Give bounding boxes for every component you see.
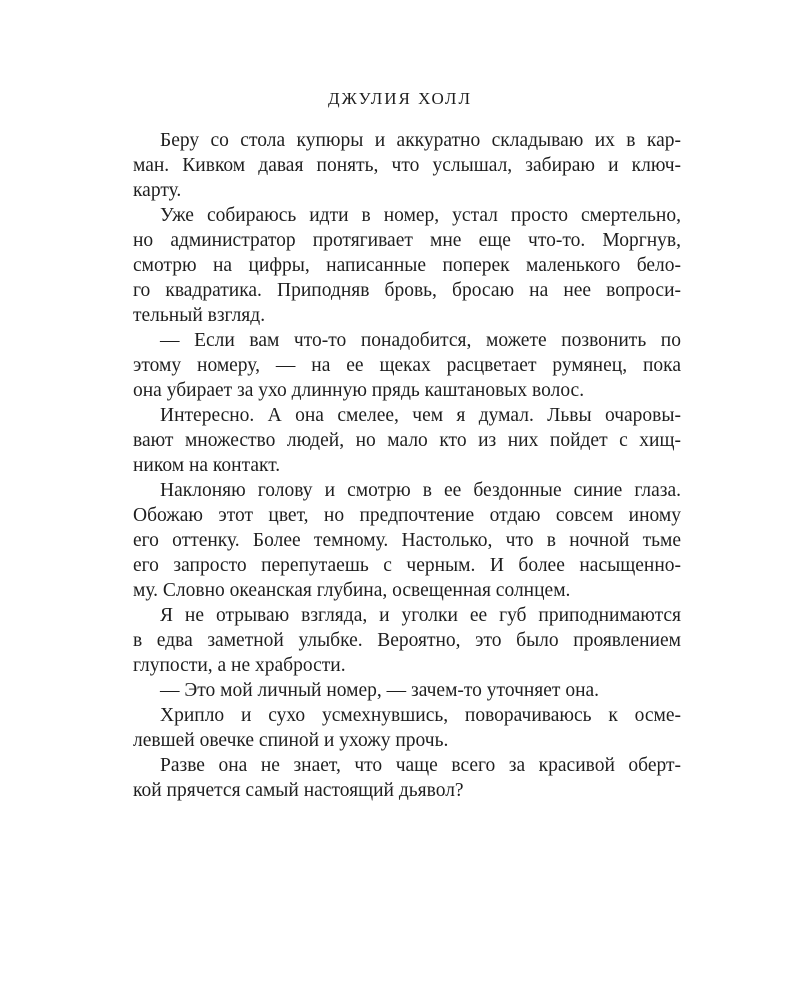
text-line: — Если вам что-то понадобится, можете позвонить по (160, 330, 681, 351)
paragraph (133, 403, 681, 478)
text-line: она убирает за ухо длинную прядь каштановых волос. (133, 380, 585, 401)
text-line: кой прячется самый настоящий дьявол? (133, 780, 464, 801)
running-head: ДЖУЛИЯ ХОЛЛ (327, 89, 472, 108)
text-line: этому номеру, — на ее щеках расцветает румянец, пока (133, 355, 681, 376)
paragraph (133, 478, 681, 603)
text-line: в едва заметной улыбке. Вероятно, это было проявлением (133, 630, 681, 651)
paragraph (133, 603, 681, 678)
paragraph (133, 203, 681, 328)
text-line: Разве она не знает, что чаще всего за красивой оберт- (160, 755, 681, 776)
text-line: его оттенку. Более темному. Настолько, что в ночной тьме (133, 530, 681, 551)
text-line: ником на контакт. (133, 455, 281, 476)
body-text (133, 128, 681, 803)
text-line: го квадратика. Приподняв бровь, бросаю на нее вопроси- (133, 280, 681, 301)
text-line: Хрипло и сухо усмехнувшись, поворачиваюсь к осме- (160, 705, 681, 726)
text-line: смотрю на цифры, написанные поперек маленького бело- (133, 255, 681, 276)
text-line: тельный взгляд. (133, 305, 266, 326)
paragraph (133, 328, 681, 403)
paragraph (133, 128, 681, 203)
text-line: левшей овечке спиной и ухожу прочь. (133, 730, 449, 751)
paragraph (133, 678, 681, 703)
text-line: карту. (133, 180, 182, 201)
text-line: но администратор протягивает мне еще что-то. Моргнув, (133, 230, 681, 251)
text-line: вают множество людей, но мало кто из них пойдет с хищ- (133, 430, 681, 451)
text-line: ман. Кивком давая понять, что услышал, забираю и ключ- (133, 155, 681, 176)
text-line: му. Словно океанская глубина, освещенная солнцем. (133, 580, 571, 601)
text-line: Уже собираюсь идти в номер, устал просто смертельно, (160, 205, 681, 226)
text-line: Беру со стола купюры и аккуратно складываю их в кар- (160, 130, 681, 151)
paragraph (133, 753, 681, 803)
text-line: его запросто перепутаешь с черным. И более насыщенно- (133, 555, 681, 576)
text-line: Интересно. А она смелее, чем я думал. Львы очаровы- (160, 405, 681, 426)
text-line: глупости, а не храбрости. (133, 655, 346, 676)
text-line: Наклоняю голову и смотрю в ее бездонные синие глаза. (160, 480, 681, 501)
text-line: Я не отрываю взгляда, и уголки ее губ приподнимаются (160, 605, 681, 626)
text-line: Обожаю этот цвет, но предпочтение отдаю совсем иному (133, 505, 681, 526)
text-line: — Это мой личный номер, — зачем-то уточняет она. (160, 680, 600, 701)
paragraph (133, 703, 681, 753)
